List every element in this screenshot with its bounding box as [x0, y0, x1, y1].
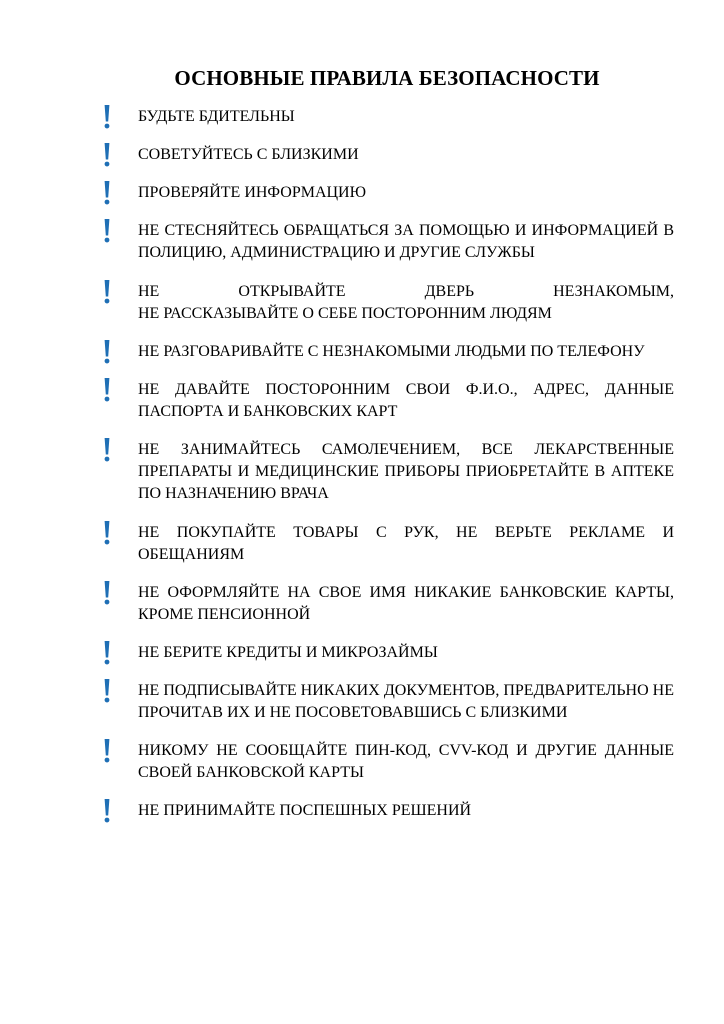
exclamation-mark-icon [102, 580, 112, 606]
exclamation-mark-icon [102, 339, 112, 365]
exclamation-mark-icon [102, 218, 112, 244]
rule-text: НЕ ПОКУПАЙТЕ ТОВАРЫ С РУК, НЕ ВЕРЬТЕ РЕКЛАМЕ И ОБЕЩАНИЯМ [138, 524, 674, 563]
page-title: ОСНОВНЫЕ ПРАВИЛА БЕЗОПАСНОСТИ [174, 66, 600, 90]
rule-item [100, 439, 674, 505]
rule-item [100, 379, 674, 423]
rule-item [100, 182, 674, 204]
rule-item [100, 582, 674, 626]
exclamation-mark-icon [102, 798, 112, 824]
rule-text: НЕ ОФОРМЛЯЙТЕ НА СВОЕ ИМЯ НИКАКИЕ БАНКОВСКИЕ КАРТЫ, КРОМЕ ПЕНСИОННОЙ [138, 584, 674, 623]
rule-item [100, 144, 674, 166]
rule-item [100, 341, 674, 363]
rule-text: НЕ БЕРИТЕ КРЕДИТЫ И МИКРОЗАЙМЫ [138, 644, 438, 661]
exclamation-mark-icon [102, 640, 112, 666]
exclamation-mark-icon [102, 104, 112, 130]
rule-text: БУДЬТЕ БДИТЕЛЬНЫ [138, 108, 295, 125]
exclamation-mark-icon [102, 437, 112, 463]
rule-text: НЕ СТЕСНЯЙТЕСЬ ОБРАЩАТЬСЯ ЗА ПОМОЩЬЮ И ИНФОРМАЦИЕЙ В ПОЛИЦИЮ, АДМИНИСТРАЦИЮ И ДРУГИЕ СЛУЖБЫ [138, 222, 674, 261]
rule-text: ПРОВЕРЯЙТЕ ИНФОРМАЦИЮ [138, 184, 367, 201]
exclamation-mark-icon [102, 678, 112, 704]
rule-text: НЕ ЗАНИМАЙТЕСЬ САМОЛЕЧЕНИЕМ, ВСЕ ЛЕКАРСТВЕННЫЕ ПРЕПАРАТЫ И МЕДИЦИНСКИЕ ПРИБОРЫ ПРИОБРЕТАЙТЕ В АПТЕКЕ ПО НАЗНАЧЕНИЮ ВРАЧА [138, 441, 674, 502]
rule-item [100, 281, 674, 325]
rule-item [100, 106, 674, 128]
rule-text: НЕ ПОДПИСЫВАЙТЕ НИКАКИХ ДОКУМЕНТОВ, ПРЕДВАРИТЕЛЬНО НЕ ПРОЧИТАВ ИХ И НЕ ПОСОВЕТОВАВШИСЬ С БЛИЗКИМИ [138, 682, 674, 721]
rule-text-line: НЕ РАССКАЗЫВАЙТЕ О СЕБЕ ПОСТОРОННИМ ЛЮДЯМ [138, 305, 552, 322]
rule-text [138, 281, 674, 325]
exclamation-mark-icon [102, 520, 112, 546]
rule-text: НЕ РАЗГОВАРИВАЙТЕ С НЕЗНАКОМЫМИ ЛЮДЬМИ ПО ТЕЛЕФОНУ [138, 343, 645, 360]
rule-text: НЕ ПРИНИМАЙТЕ ПОСПЕШНЫХ РЕШЕНИЙ [138, 802, 472, 819]
rule-text: НИКОМУ НЕ СООБЩАЙТЕ ПИН-КОД, CVV-КОД И ДРУГИЕ ДАННЫЕ СВОЕЙ БАНКОВСКОЙ КАРТЫ [138, 742, 674, 781]
rule-item [100, 740, 674, 784]
rule-text: НЕ ДАВАЙТЕ ПОСТОРОННИМ СВОИ Ф.И.О., АДРЕС, ДАННЫЕ ПАСПОРТА И БАНКОВСКИХ КАРТ [138, 381, 674, 420]
rule-item [100, 642, 674, 664]
exclamation-mark-icon [102, 142, 112, 168]
rules-list [100, 106, 674, 822]
exclamation-mark-icon [102, 279, 112, 305]
rule-text: СОВЕТУЙТЕСЬ С БЛИЗКИМИ [138, 146, 359, 163]
exclamation-mark-icon [102, 180, 112, 206]
rule-text-line: НЕ ОТКРЫВАЙТЕ ДВЕРЬ НЕЗНАКОМЫМ, [138, 283, 674, 300]
exclamation-mark-icon [102, 377, 112, 403]
exclamation-mark-icon [102, 738, 112, 764]
rule-item [100, 522, 674, 566]
rule-item [100, 220, 674, 264]
rule-item [100, 800, 674, 822]
rule-item [100, 680, 674, 724]
